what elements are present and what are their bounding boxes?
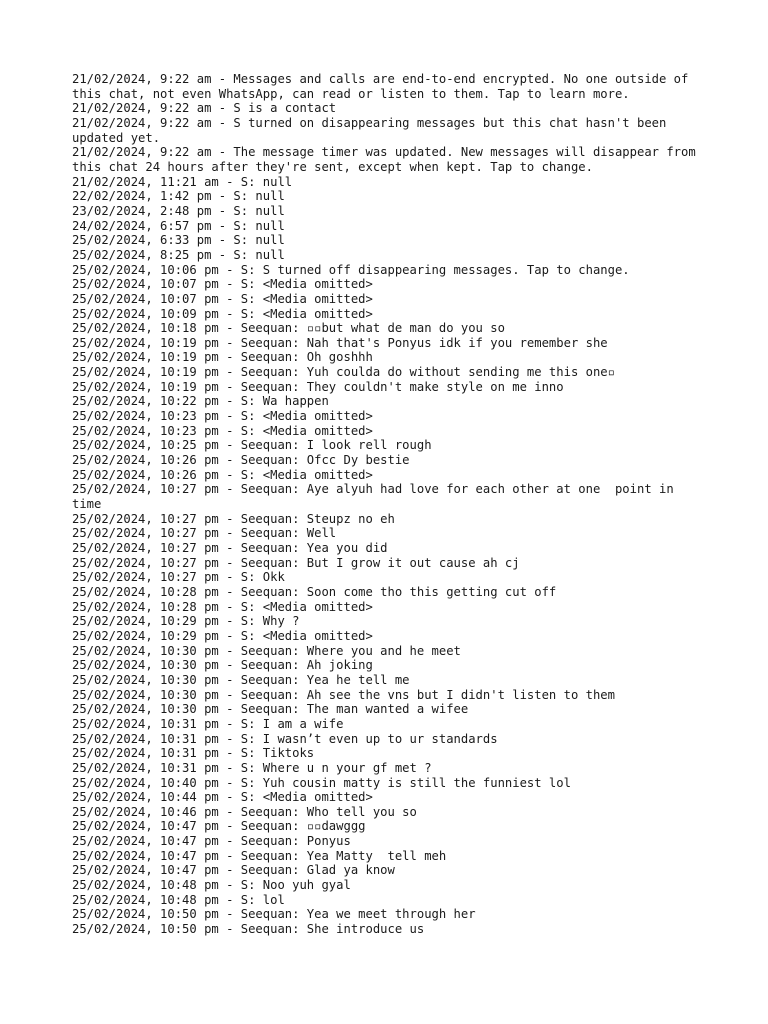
chat-log-line: 23/02/2024, 2:48 pm - S: null — [72, 203, 285, 218]
chat-log-line: 25/02/2024, 10:27 pm - Seequan: Steupz no eh — [72, 511, 395, 526]
chat-log-line: 25/02/2024, 10:50 pm - Seequan: She introduce us — [72, 922, 425, 937]
chat-log-line: 25/02/2024, 10:22 pm - S: Wa happen — [72, 394, 329, 409]
chat-log-line: 25/02/2024, 10:27 pm - Seequan: Yea you did — [72, 541, 388, 555]
chat-log-line: 25/02/2024, 10:31 pm - S: Tiktoks — [72, 746, 315, 761]
chat-log-line: 25/02/2024, 10:19 pm - Seequan: Nah that's Ponyus idk if you remember she — [72, 335, 608, 350]
chat-log-line: 25/02/2024, 10:18 pm - Seequan: ▫▫but what de man do you so — [72, 321, 505, 336]
chat-log-line: 25/02/2024, 10:27 pm - Seequan: But I grow it out cause ah cj — [72, 555, 520, 570]
chat-log-line: 25/02/2024, 10:19 pm - Seequan: They couldn't make style on me inno — [72, 379, 564, 394]
chat-log-line: 21/02/2024, 9:22 am - S is a contact — [72, 101, 337, 116]
chat-log-line: 25/02/2024, 10:28 pm - S: <Media omitted> — [72, 599, 373, 614]
chat-log-line: 25/02/2024, 10:25 pm - Seequan: I look rell rough — [72, 438, 432, 453]
chat-log-line: 25/02/2024, 10:27 pm - S: Okk — [72, 570, 285, 585]
chat-log-line: 25/02/2024, 10:06 pm - S: S turned off disappearing messages. Tap to change. — [72, 262, 630, 277]
chat-log-line: 25/02/2024, 10:30 pm - Seequan: Yea he tell me — [72, 672, 410, 687]
chat-log-line: 25/02/2024, 10:44 pm - S: <Media omitted> — [72, 790, 373, 805]
chat-log-line: 25/02/2024, 10:47 pm - Seequan: Yea Matty tell meh — [72, 848, 447, 863]
chat-log-line: 21/02/2024, 11:21 am - S: null — [72, 174, 293, 189]
chat-log-line: 25/02/2024, 10:47 pm - Seequan: ▫▫dawggg — [72, 819, 366, 834]
chat-log-line: 25/02/2024, 10:31 pm - S: I am a wife — [72, 716, 344, 731]
chat-log-line: 25/02/2024, 10:19 pm - Seequan: Oh goshhh — [72, 350, 373, 365]
chat-log-line: 21/02/2024, 9:22 am - The message timer was updated. New messages will disappear from this chat 24 hours after they're sent, except when kept. Tap to change. — [72, 145, 704, 174]
chat-log-line: 25/02/2024, 10:30 pm - Seequan: Ah joking — [72, 658, 373, 673]
chat-log-line: 25/02/2024, 10:48 pm - S: lol — [72, 892, 285, 907]
chat-log-line: 25/02/2024, 10:26 pm - S: <Media omitted> — [72, 467, 373, 482]
chat-log-line: 25/02/2024, 10:46 pm - Seequan: Who tell you so — [72, 804, 417, 819]
chat-log-line: 25/02/2024, 10:31 pm - S: Where u n your gf met ? — [72, 760, 432, 775]
chat-log-line: 25/02/2024, 10:23 pm - S: <Media omitted> — [72, 409, 373, 424]
chat-log-line: 25/02/2024, 10:50 pm - Seequan: Yea we meet through her — [72, 907, 476, 922]
chat-log-line: 25/02/2024, 10:28 pm - Seequan: Soon come tho this getting cut off — [72, 584, 557, 599]
chat-log-line: 25/02/2024, 10:09 pm - S: <Media omitted> — [72, 306, 373, 321]
chat-log-line: 25/02/2024, 10:30 pm - Seequan: Where you and he meet — [72, 643, 461, 658]
chat-log-line: 22/02/2024, 1:42 pm - S: null — [72, 189, 285, 204]
chat-log-line: 25/02/2024, 6:33 pm - S: null — [72, 233, 285, 248]
chat-log-line: 25/02/2024, 10:30 pm - Seequan: The man wanted a wifee — [72, 702, 469, 717]
chat-log-line: 25/02/2024, 8:25 pm - S: null — [72, 247, 285, 262]
chat-log-line: 25/02/2024, 10:07 pm - S: <Media omitted> — [72, 277, 373, 292]
chat-log-line: 25/02/2024, 10:40 pm - S: Yuh cousin matty is still the funniest lol — [72, 775, 571, 790]
chat-log-line: 25/02/2024, 10:26 pm - Seequan: Ofcc Dy bestie — [72, 453, 410, 468]
chat-log-line: 25/02/2024, 10:48 pm - S: Noo yuh gyal — [72, 878, 351, 893]
chat-log-line: 21/02/2024, 9:22 am - Messages and calls are end-to-end encrypted. No one outside of this chat, not even WhatsApp, can read or listen to them. Tap to learn more. — [72, 72, 696, 101]
chat-export-document — [72, 72, 704, 937]
chat-log-line: 25/02/2024, 10:29 pm - S: <Media omitted> — [72, 628, 373, 643]
chat-log-line: 25/02/2024, 10:19 pm - Seequan: Yuh coulda do without sending me this one▫ — [72, 365, 615, 380]
chat-log-line: 25/02/2024, 10:47 pm - Seequan: Glad ya know — [72, 863, 395, 878]
chat-log-line: 25/02/2024, 10:27 pm - Seequan: Aye alyuh had love for each other at one point in time — [72, 482, 682, 512]
chat-log-line: 25/02/2024, 10:07 pm - S: <Media omitted> — [72, 291, 373, 306]
chat-log-line: 21/02/2024, 9:22 am - S turned on disappearing messages but this chat hasn't been updated yet. — [72, 115, 674, 145]
chat-log-line: 25/02/2024, 10:27 pm - Seequan: Well — [72, 526, 337, 541]
chat-log-line: 25/02/2024, 10:30 pm - Seequan: Ah see the vns but I didn't listen to them — [72, 687, 615, 702]
chat-log-line: 25/02/2024, 10:23 pm - S: <Media omitted> — [72, 423, 373, 438]
chat-log-line: 25/02/2024, 10:47 pm - Seequan: Ponyus — [72, 834, 351, 849]
chat-log-line: 24/02/2024, 6:57 pm - S: null — [72, 218, 285, 233]
chat-log-line: 25/02/2024, 10:31 pm - S: I wasn’t even up to ur standards — [72, 731, 498, 746]
chat-log-line: 25/02/2024, 10:29 pm - S: Why ? — [72, 614, 300, 629]
